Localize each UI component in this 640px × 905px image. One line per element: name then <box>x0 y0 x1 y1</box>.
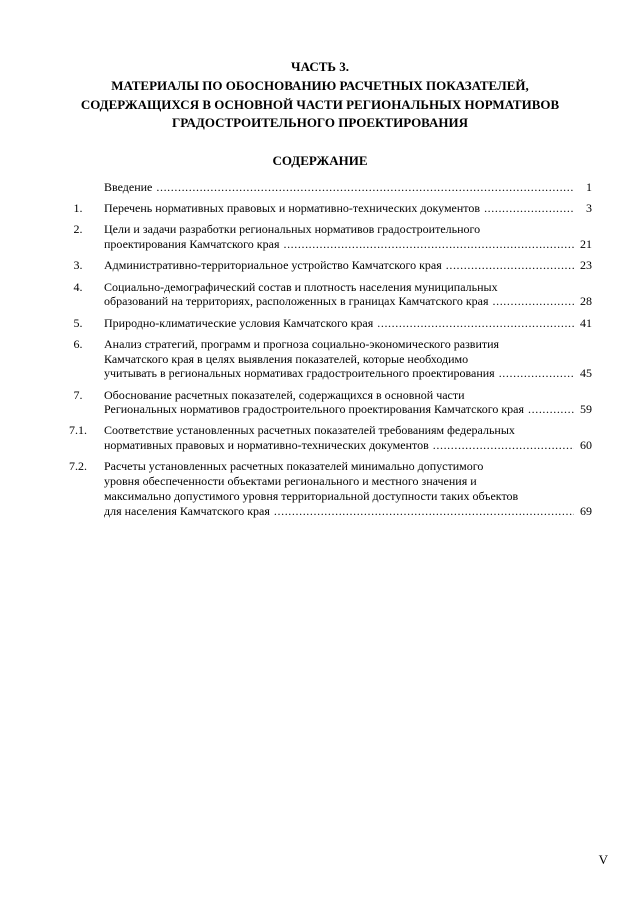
toc-entry-page: 23 <box>580 258 592 273</box>
toc-entry-last-line <box>104 316 592 331</box>
toc-entry[interactable] <box>52 222 592 252</box>
dot-leader <box>528 402 574 417</box>
toc-entry-page: 59 <box>580 402 592 417</box>
toc-entry-body <box>104 222 592 252</box>
toc-entry-title-line: проектирования Камчатского края <box>104 237 280 252</box>
toc-entry-body <box>104 258 592 273</box>
toc-entry-title-line: Социально-демографический состав и плотность населения муниципальных <box>104 279 498 294</box>
toc-entry-title-line: Анализ стратегий, программ и прогноза социально-экономического развития <box>104 336 500 351</box>
toc-entry-title-line: Природно-климатические условия Камчатского края <box>104 315 374 330</box>
dot-leader <box>446 258 574 273</box>
toc-entry-body <box>104 459 592 518</box>
toc-entry-page: 45 <box>580 366 592 381</box>
toc-entry-title-line: Введение <box>104 180 153 194</box>
toc-entry-title-line: Камчатского края в целях выявления показателей, которые необходимо <box>104 351 469 366</box>
toc-entry-body <box>104 280 592 310</box>
toc-entry-body <box>104 316 592 331</box>
toc-entry-last-line <box>104 438 592 453</box>
dot-leader <box>274 504 574 519</box>
page-number: V <box>598 852 608 867</box>
toc-entry-page: 21 <box>580 237 592 252</box>
section-title <box>0 77 640 133</box>
toc-entry[interactable] <box>52 316 592 331</box>
toc-entry-body <box>104 423 592 453</box>
toc-entry-title-line: Перечень нормативных правовых и нормативно-технических документов <box>104 201 481 216</box>
toc-entry[interactable] <box>52 258 592 273</box>
toc-entry-number: 6. <box>73 336 83 351</box>
toc-entry-title-line: образований на территориях, расположенных в границах Камчатского края <box>104 294 489 309</box>
toc-entry[interactable] <box>52 180 592 195</box>
toc-entry[interactable] <box>52 201 592 216</box>
toc-entry-title-line: Расчеты установленных расчетных показателей минимально допустимого <box>104 459 484 474</box>
toc-entry-body <box>104 388 592 418</box>
toc-entry-number: 4. <box>73 279 83 294</box>
dot-leader <box>493 294 575 309</box>
toc-entry-last-line <box>104 294 592 309</box>
toc-entry[interactable] <box>52 337 592 381</box>
dot-leader <box>377 316 574 331</box>
toc-entry-number: 3. <box>73 258 83 273</box>
toc-entry-body <box>104 180 592 195</box>
toc-entry-last-line <box>104 237 592 252</box>
toc-entry-number: 7.1. <box>69 423 87 438</box>
toc-entry-last-line <box>104 402 592 417</box>
toc-entry-page: 28 <box>580 294 592 309</box>
toc-entry-page: 60 <box>580 438 592 453</box>
toc-entry-page: 69 <box>580 503 592 518</box>
toc-entry-number: 5. <box>73 315 83 330</box>
toc-entry-page: 3 <box>586 201 592 216</box>
toc-entry-last-line <box>104 201 592 216</box>
dot-leader <box>484 201 574 216</box>
table-of-contents <box>52 180 592 525</box>
toc-entry-number: 2. <box>73 222 83 237</box>
toc-entry-page: 1 <box>586 180 592 194</box>
toc-entry[interactable] <box>52 388 592 418</box>
toc-entry-last-line <box>104 258 592 273</box>
toc-entry[interactable] <box>52 280 592 310</box>
toc-entry-last-line <box>104 504 592 519</box>
section-title-line: МАТЕРИАЛЫ ПО ОБОСНОВАНИЮ РАСЧЕТНЫХ ПОКАЗАТЕЛЕЙ, <box>111 78 529 93</box>
toc-entry-title-line: Обоснование расчетных показателей, содержащихся в основной части <box>104 387 465 402</box>
toc-entry-number: 7. <box>73 387 83 402</box>
dot-leader <box>283 237 574 252</box>
contents-heading: СОДЕРЖАНИЕ <box>272 153 368 168</box>
toc-entry-title-line: Региональных нормативов градостроительного проектирования Камчатского края <box>104 402 525 417</box>
section-title-line: СОДЕРЖАЩИХСЯ В ОСНОВНОЙ ЧАСТИ РЕГИОНАЛЬНЫХ НОРМАТИВОВ <box>80 96 560 112</box>
toc-entry-body <box>104 337 592 381</box>
toc-entry-body <box>104 201 592 216</box>
dot-leader <box>499 366 574 381</box>
toc-entry-title-line: Цели и задачи разработки региональных нормативов градостроительного <box>104 222 481 237</box>
toc-entry-title-line: учитывать в региональных нормативах градостроительного проектирования <box>104 366 495 381</box>
toc-entry-number: 7.2. <box>69 459 87 474</box>
toc-entry-number: 1. <box>73 201 83 216</box>
toc-entry-title-line: максимально допустимого уровня территориальной доступности таких объектов <box>104 489 519 504</box>
dot-leader <box>433 438 574 453</box>
toc-entry-last-line <box>104 180 592 195</box>
dot-leader <box>156 180 574 195</box>
toc-entry-title-line: Соответствие установленных расчетных показателей требованиям федеральных <box>104 423 515 438</box>
toc-entry[interactable] <box>52 459 592 518</box>
section-title-line: ГРАДОСТРОИТЕЛЬНОГО ПРОЕКТИРОВАНИЯ <box>171 115 469 131</box>
toc-entry-title-line: для населения Камчатского края <box>104 503 270 518</box>
toc-entry-title-line: Административно-территориальное устройство Камчатского края <box>104 258 442 273</box>
toc-entry-title-line: нормативных правовых и нормативно-технических документов <box>104 438 429 453</box>
toc-entry-title-line: уровня обеспеченности объектами регионального и местного значения и <box>104 474 477 489</box>
toc-entry-page: 41 <box>580 315 592 330</box>
toc-entry[interactable] <box>52 423 592 453</box>
part-label: ЧАСТЬ 3. <box>291 59 349 74</box>
toc-entry-last-line <box>104 366 592 381</box>
